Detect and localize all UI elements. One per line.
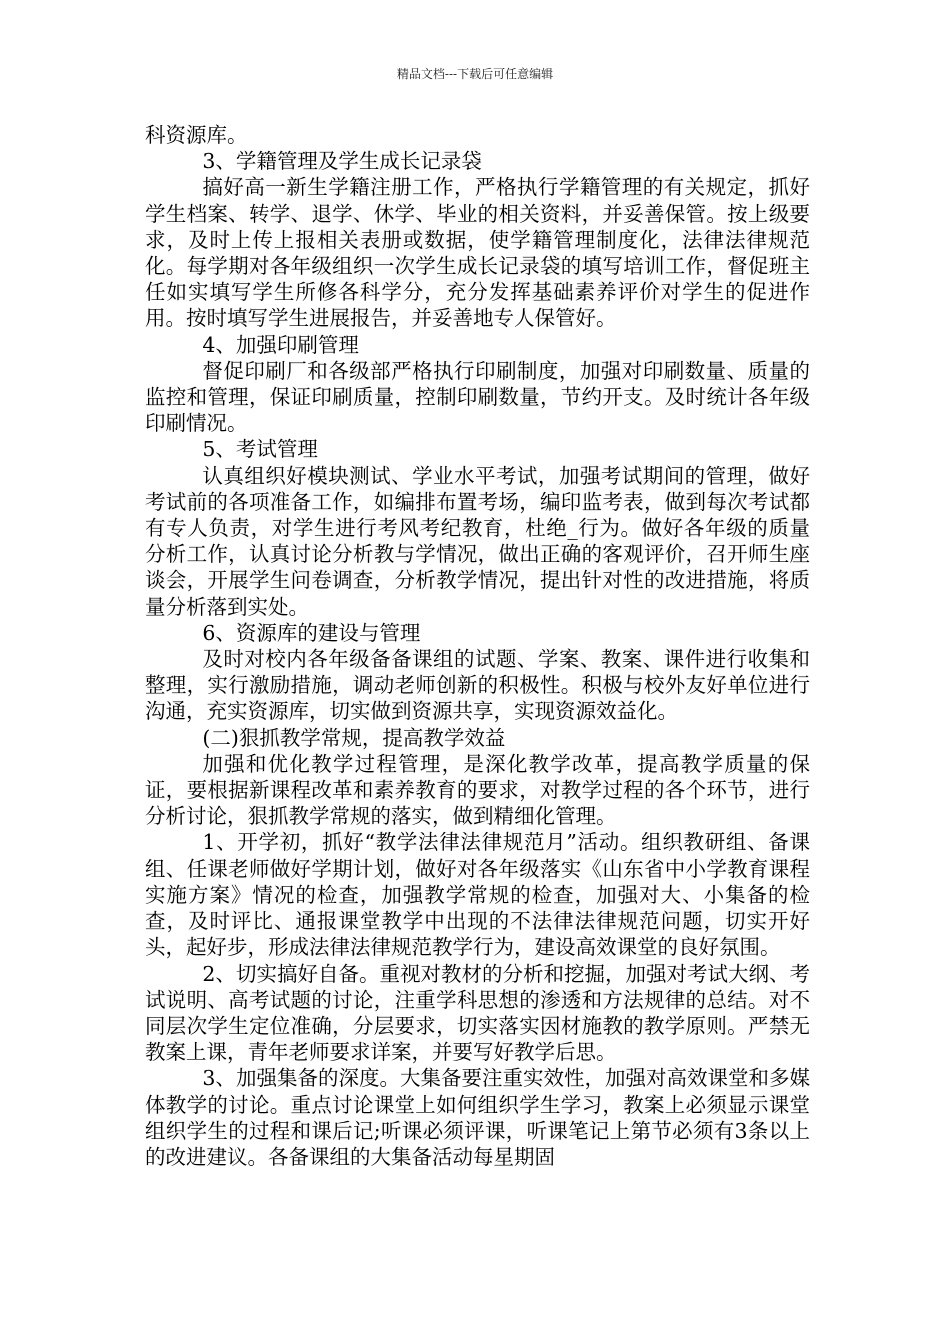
- body-paragraph: 搞好高一新生学籍注册工作，严格执行学籍管理的有关规定，抓好学生档案、转学、退学、休学、毕业的相关资料，并妥善保管。按上级要求，及时上传上报相关表册或数据，使学籍管理制度化，法律法律规范化。每学期对各年级组织一次学生成长记录袋的填写培训工作，督促班主任如实填写学生所修各科学分，充分发挥基础素养评价对学生的促进作用。按时填写学生进展报告，并妥善地专人保管好。: [145, 175, 810, 331]
- body-paragraph: 加强和优化教学过程管理，是深化教学改革，提高教学质量的保证，要根据新课程改革和素养教育的要求，对教学过程的各个环节，进行分析讨论，狠抓教学常规的落实，做到精细化管理。: [145, 751, 810, 829]
- page-header: 精品文档---下载后可任意编辑: [396, 67, 554, 81]
- section-heading: 3、学籍管理及学生成长记录袋: [202, 149, 482, 174]
- section-heading: 6、资源库的建设与管理: [202, 620, 421, 645]
- body-paragraph: 认真组织好模块测试、学业水平考试，加强考试期间的管理，做好考试前的各项准备工作，如编排布置考场，编印监考表，做到每次考试都有专人负责，对学生进行考风考纪教育，杜绝_行为。做好各年级的质量分析工作，认真讨论分析教与学情况，做出正确的客观评价，召开师生座谈会，开展学生问卷调查，分析教学情况，提出针对性的改进措施，将质量分析落到实处。: [145, 463, 810, 619]
- body-paragraph: 科资源库。: [145, 123, 248, 147]
- body-paragraph: 督促印刷厂和各级部严格执行印刷制度，加强对印刷数量、质量的监控和管理，保证印刷质量，控制印刷数量，节约开支。及时统计各年级印刷情况。: [145, 358, 810, 436]
- section-heading: (二)狠抓教学常规，提高教学效益: [202, 725, 506, 750]
- body-paragraph: 2、切实搞好自备。重视对教材的分析和挖掘，加强对考试大纲、考试说明、高考试题的讨论，注重学科思想的渗透和方法规律的总结。对不同层次学生定位准确，分层要求，切实落实因材施教的教学原则。严禁无教案上课，青年老师要求详案，并要写好教学后思。: [145, 961, 810, 1065]
- body-paragraph: 及时对校内各年级备备课组的试题、学案、教案、课件进行收集和整理，实行激励措施，调动老师创新的积极性。积极与校外友好单位进行沟通，充实资源库，切实做到资源共享，实现资源效益化。: [145, 647, 810, 724]
- body-paragraph: 3、加强集备的深度。大集备要注重实效性，加强对高效课堂和多媒体教学的讨论。重点讨论课堂上如何组织学生学习，教案上必须显示课堂组织学生的过程和课后记;听课必须评课，听课笔记上第节必须有3条以上的改进建议。各备课组的大集备活动每星期固: [145, 1066, 810, 1169]
- body-paragraph: 1、开学初，抓好“教学法律法律规范月”活动。组织教研组、备课组、任课老师做好学期计划，做好对各年级落实《山东省中小学教育课程实施方案》情况的检查，加强教学常规的检查，加强对大、小集备的检查，及时评比、通报课堂教学中出现的不法律法律规范问题，切实开好头，起好步，形成法律法律规范教学行为，建设高效课堂的良好氛围。: [145, 830, 810, 960]
- section-heading: 5、考试管理: [202, 437, 318, 462]
- document-body: [145, 122, 810, 1170]
- section-heading: 4、加强印刷管理: [202, 332, 359, 357]
